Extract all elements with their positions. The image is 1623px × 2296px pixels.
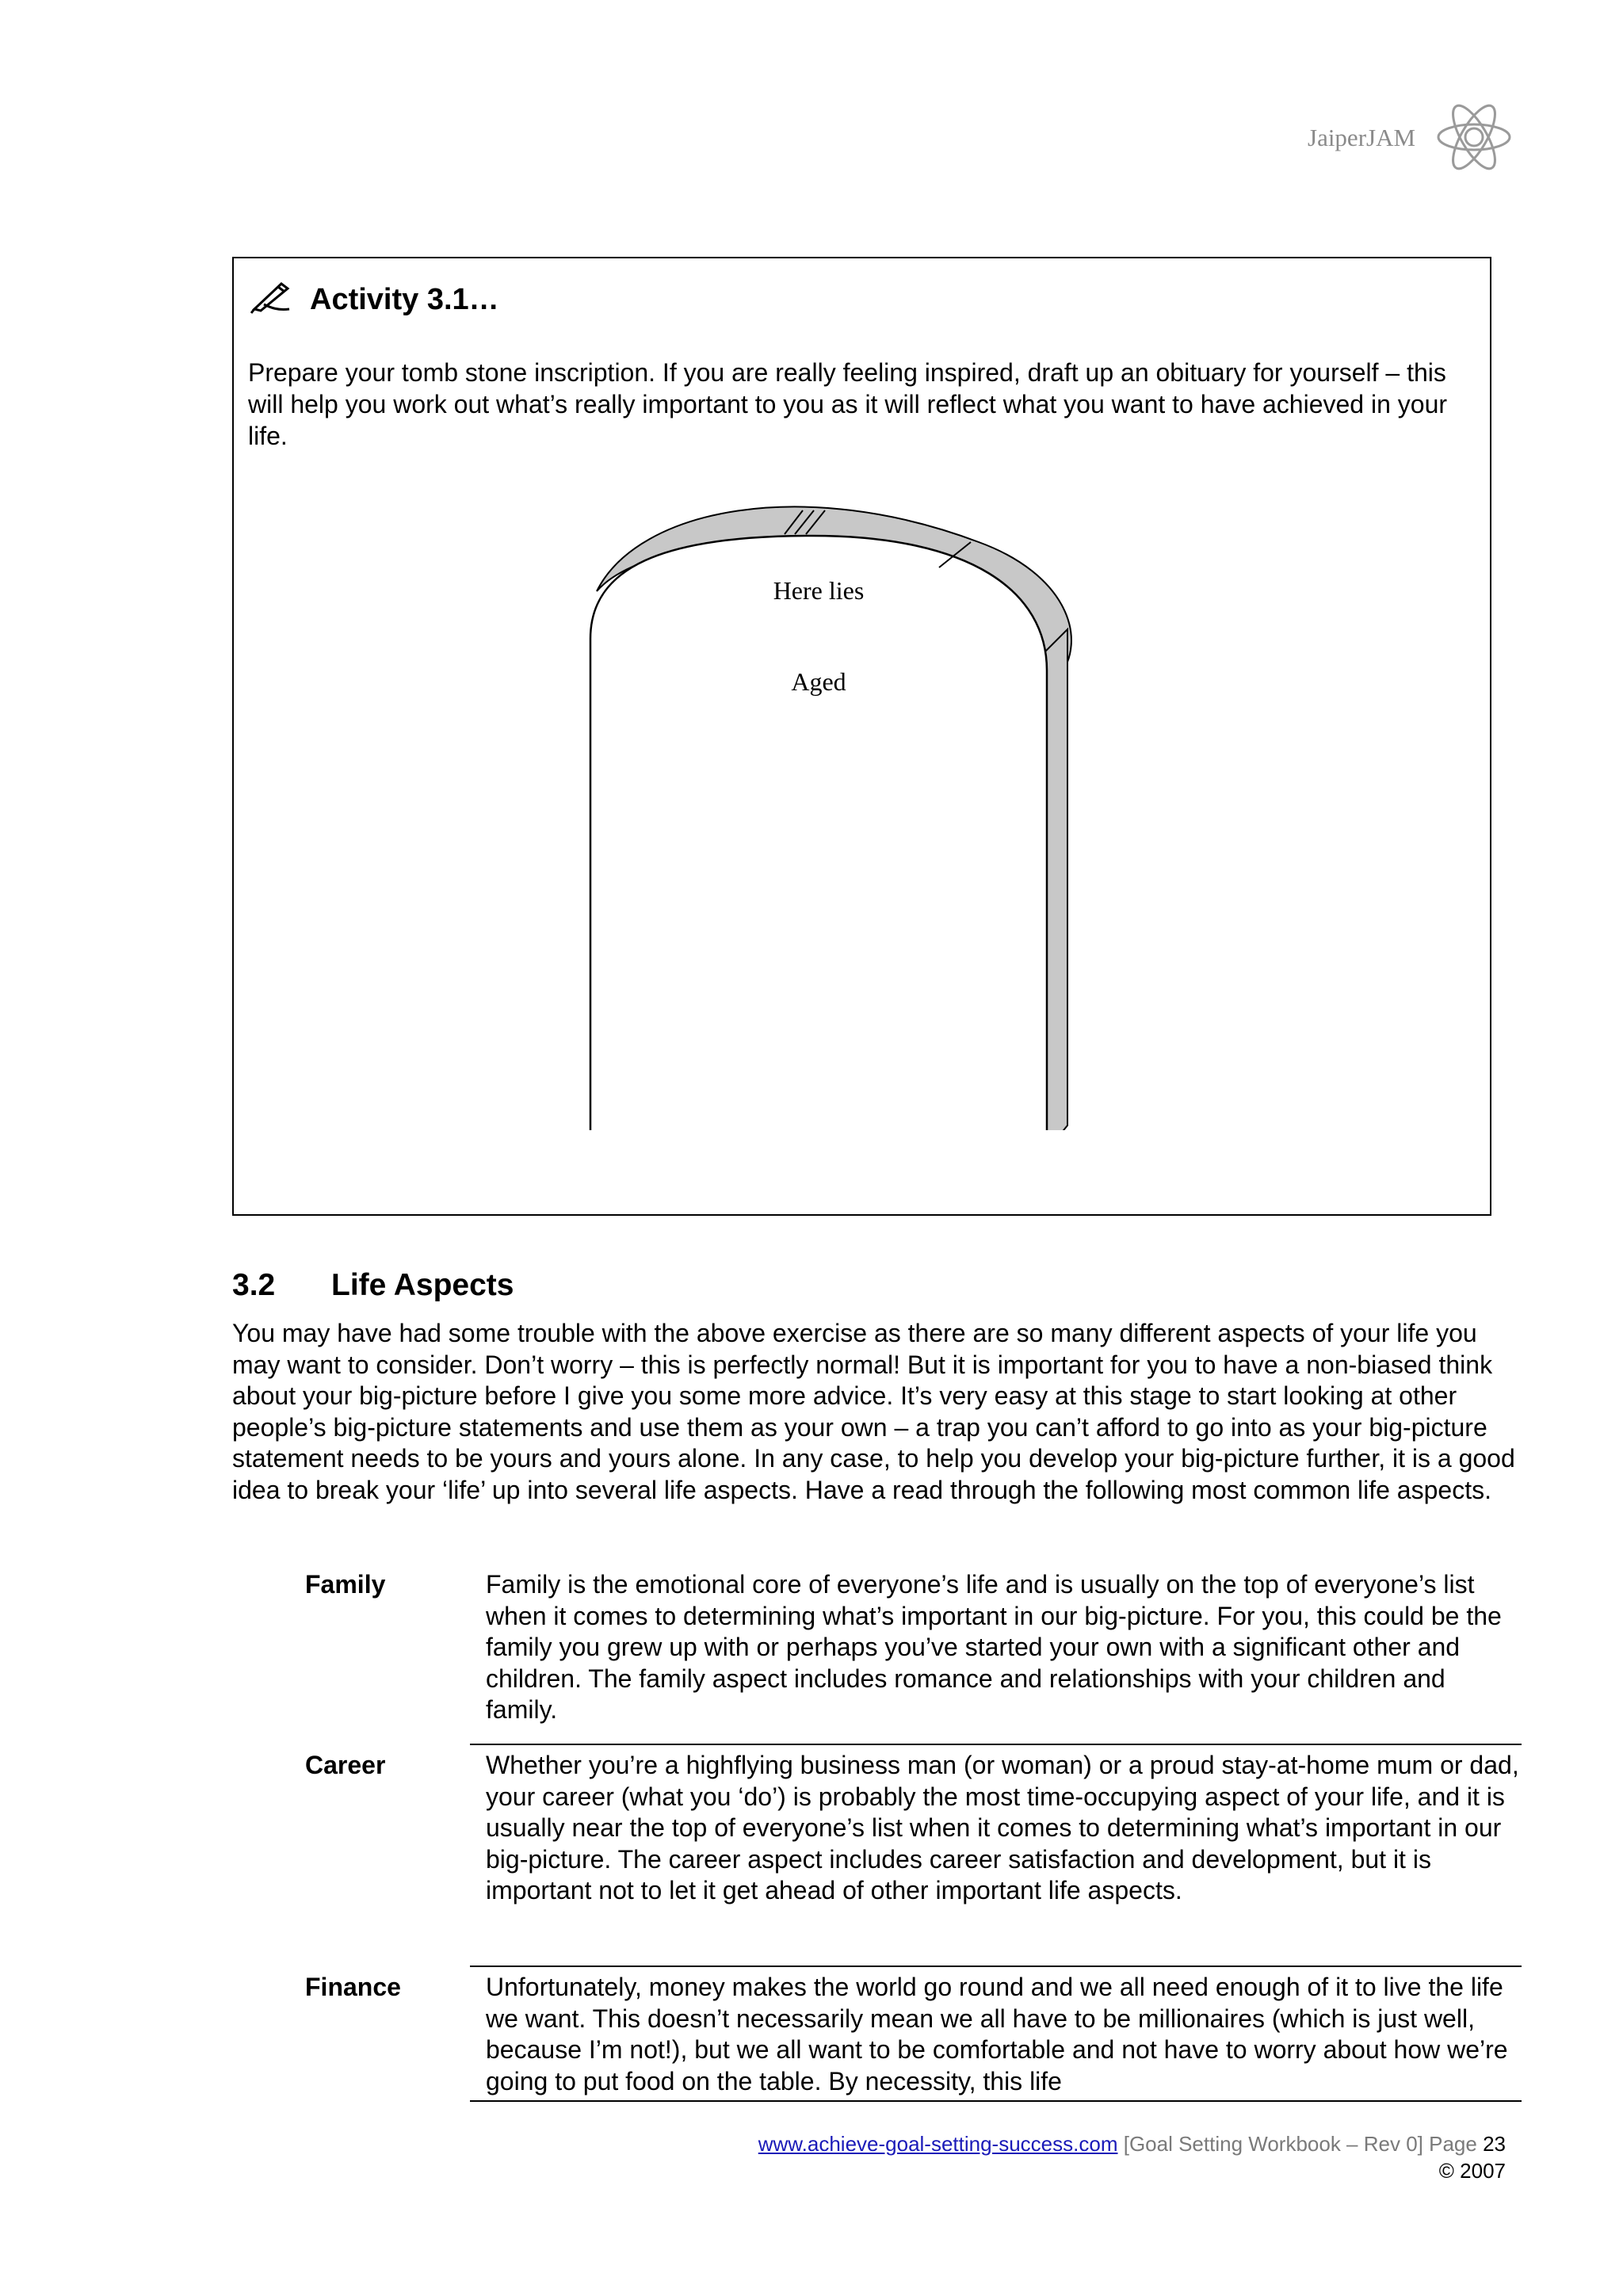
- aspect-divider: [470, 1966, 1522, 1967]
- aspect-career: [305, 1750, 1522, 1962]
- aspect-divider: [470, 1744, 1522, 1745]
- section-number: 3.2: [232, 1268, 276, 1302]
- footer-copyright: © 2007: [1438, 2159, 1506, 2183]
- tombstone-aged: Aged: [791, 667, 846, 696]
- aspect-text: Unfortunately, money makes the world go round and we all need enough of it to live the life we want. This doesn’t necessarily mean we all have to be millionaires (which is just well, because I’m not!), but we all want to be comfortable and not have to worry about how we’re going to put food on the table. By necessity, this life: [486, 1973, 1508, 2095]
- aspect-finance: [305, 1972, 1522, 2097]
- section-title: Life Aspects: [331, 1268, 514, 1302]
- activity-box: [232, 257, 1491, 1216]
- section-paragraph: You may have had some trouble with the above exercise as there are so many different aspects of your life you may want to consider. Don’t worry – this is perfectly normal! But it is important for you to have a non-biased think about your big-picture before I give you some more advice. It’s very easy at this stage to start looking at other people’s big-picture statements and use them as your own – a trap you can’t afford to go into as your big-picture statement needs to be yours and yours alone. In any case, to help you develop your big-picture further, it is a good idea to break your ‘life’ up into several life aspects. Have a read through the following most common life aspects.: [232, 1319, 1515, 1504]
- aspect-text: Whether you’re a highflying business man (or woman) or a proud stay-at-home mum or dad, your career (what you ‘do’) is probably the most time-occupying aspect of your life, and it is usually near the top of everyone’s list when it comes to determining what’s important in our big-picture. The career aspect includes career satisfaction and development, but it is important not to let it get ahead of other important life aspects.: [486, 1751, 1519, 1904]
- footer-doc-info: [Goal Setting Workbook – Rev 0]: [1123, 2132, 1423, 2156]
- page-footer: [758, 2130, 1506, 2184]
- activity-title-text: Activity 3.1…: [310, 282, 499, 316]
- brand-logo: [1268, 101, 1522, 181]
- footer-website-link[interactable]: www.achieve-goal-setting-success.com: [758, 2132, 1118, 2156]
- activity-instructions: Prepare your tomb stone inscription. If you are really feeling inspired, draft up an obituary for yourself – this will help you work out what’s really important to you as it will reflect what you want to have achieved in your life.: [248, 358, 1448, 450]
- brand-name: JaiperJAM: [1308, 124, 1416, 151]
- aspect-label: Career: [305, 1751, 386, 1779]
- atom-logo-icon: [1434, 101, 1514, 181]
- section-heading: [232, 1268, 514, 1303]
- aspect-text: Family is the emotional core of everyone’s life and is usually on the top of everyone’s list when it comes to determining what’s important in our big-picture. For you, this could be the family you grew up with or perhaps you’ve started your own with a significant other and children. The family aspect includes romance and relationships with your children and family.: [486, 1570, 1502, 1724]
- footer-page-label: Page: [1429, 2132, 1477, 2156]
- aspect-family: [305, 1569, 1522, 1740]
- aspect-label: Family: [305, 1570, 386, 1599]
- footer-page-number: 23: [1483, 2132, 1506, 2156]
- tombstone-illustration: [575, 496, 1145, 1130]
- tombstone-here-lies: Here lies: [773, 576, 865, 605]
- aspect-divider: [470, 2100, 1522, 2102]
- activity-title: [250, 277, 499, 322]
- aspect-label: Finance: [305, 1973, 401, 2001]
- writing-hand-icon: [250, 277, 294, 322]
- life-aspects-list: [305, 1569, 1522, 2102]
